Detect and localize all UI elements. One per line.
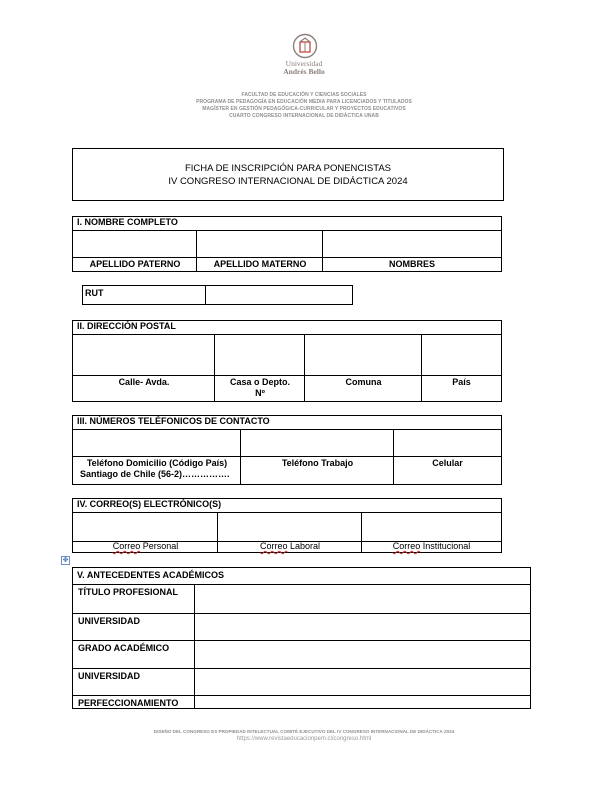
paternal-surname-label: APELLIDO PATERNO — [89, 259, 181, 269]
professional-title-field[interactable] — [195, 585, 530, 613]
university-label: UNIVERSIDAD — [78, 616, 141, 626]
university-field[interactable] — [195, 613, 530, 640]
home-phone-label: Teléfono Domicilio (Código País) Santiago de Chile (56-2)……………. — [80, 458, 230, 479]
mobile-phone-field[interactable] — [394, 430, 501, 484]
section-header: II. DIRECCIÓN POSTAL — [73, 321, 501, 335]
footer-copyright: DISEÑO DEL CONGRESO ES PROPIEDAD INTELECTUAL COMITÉ EJECUTIVO DEL IV CONGRESO INTERNACIONAL DE DIDÁCTICA 2024 — [153, 729, 455, 734]
form-title-box — [72, 148, 504, 201]
form-title: FICHA DE INSCRIPCIÓN PARA PONENCISTAS — [184, 163, 392, 174]
section-header: I. NOMBRE COMPLETO — [73, 217, 501, 231]
maternal-surname-label: APELLIDO MATERNO — [213, 259, 307, 269]
institution-line: MAGÍSTER EN GESTIÓN PEDAGÓGICA-CURRICULAR Y PROYECTOS EDUCATIVOS — [202, 106, 406, 112]
further-training-label: PERFECCIONAMIENTO — [78, 698, 179, 708]
rut-label: RUT — [85, 288, 104, 298]
first-names-label: NOMBRES — [388, 259, 435, 269]
institution-block — [100, 92, 508, 120]
street-field[interactable] — [73, 335, 215, 401]
professional-title-label: TÍTULO PROFESIONAL — [78, 587, 178, 597]
work-email-label: Correo Laboral — [259, 541, 321, 551]
institutional-email-label: Correo Institucional — [392, 541, 471, 551]
section-emails — [72, 498, 502, 553]
personal-email-label: Correo Personal — [112, 541, 179, 551]
section-phone-numbers — [72, 415, 502, 485]
table-move-handle-icon[interactable]: ✥ — [62, 557, 69, 564]
footer-url[interactable]: https://www.revistaeducacionpem.cl/congreso.html — [236, 736, 372, 742]
rut-field[interactable] — [206, 286, 352, 304]
section-postal-address — [72, 320, 502, 402]
section-full-name — [72, 216, 502, 272]
commune-label: Comuna — [345, 377, 382, 387]
academic-degree-label: GRADO ACADÉMICO — [78, 643, 170, 653]
mobile-phone-label: Celular — [432, 458, 463, 468]
house-apartment-label: Casa o Depto. Nº — [229, 377, 290, 398]
street-label: Calle- Avda. — [118, 377, 170, 387]
degree-university-field[interactable] — [195, 668, 530, 695]
form-subtitle: IV CONGRESO INTERNACIONAL DE DIDÁCTICA 2024 — [168, 176, 408, 187]
work-phone-label: Teléfono Trabajo — [281, 458, 354, 468]
academic-degree-field[interactable] — [195, 640, 530, 668]
section-header: V. ANTECEDENTES ACADÉMICOS — [73, 568, 530, 585]
degree-university-label: UNIVERSIDAD — [78, 671, 141, 681]
university-seal-icon — [292, 33, 318, 59]
section-academic-background — [72, 567, 531, 709]
section-header: IV. CORREO(S) ELECTRÓNICO(S) — [73, 499, 501, 513]
commune-field[interactable] — [305, 335, 422, 401]
further-training-field[interactable] — [195, 695, 530, 708]
country-field[interactable] — [422, 335, 501, 401]
section-header: III. NÚMEROS TELÉFONICOS DE CONTACTO — [73, 416, 501, 430]
university-logo-text: Universidad Andrés Bello — [283, 59, 325, 76]
institution-line: FACULTAD DE EDUCACIÓN Y CIENCIAS SOCIALES — [241, 92, 367, 98]
work-phone-field[interactable] — [241, 430, 394, 484]
rut-row — [82, 285, 353, 305]
institution-line: PROGRAMA DE PEDAGOGÍA EN EDUCACIÓN MEDIA PARA LICENCIADOS Y TITULADOS — [196, 99, 412, 105]
country-label: País — [452, 377, 471, 387]
institution-line: CUARTO CONGRESO INTERNACIONAL DE DIDÁCTICA UNAB — [229, 113, 379, 119]
